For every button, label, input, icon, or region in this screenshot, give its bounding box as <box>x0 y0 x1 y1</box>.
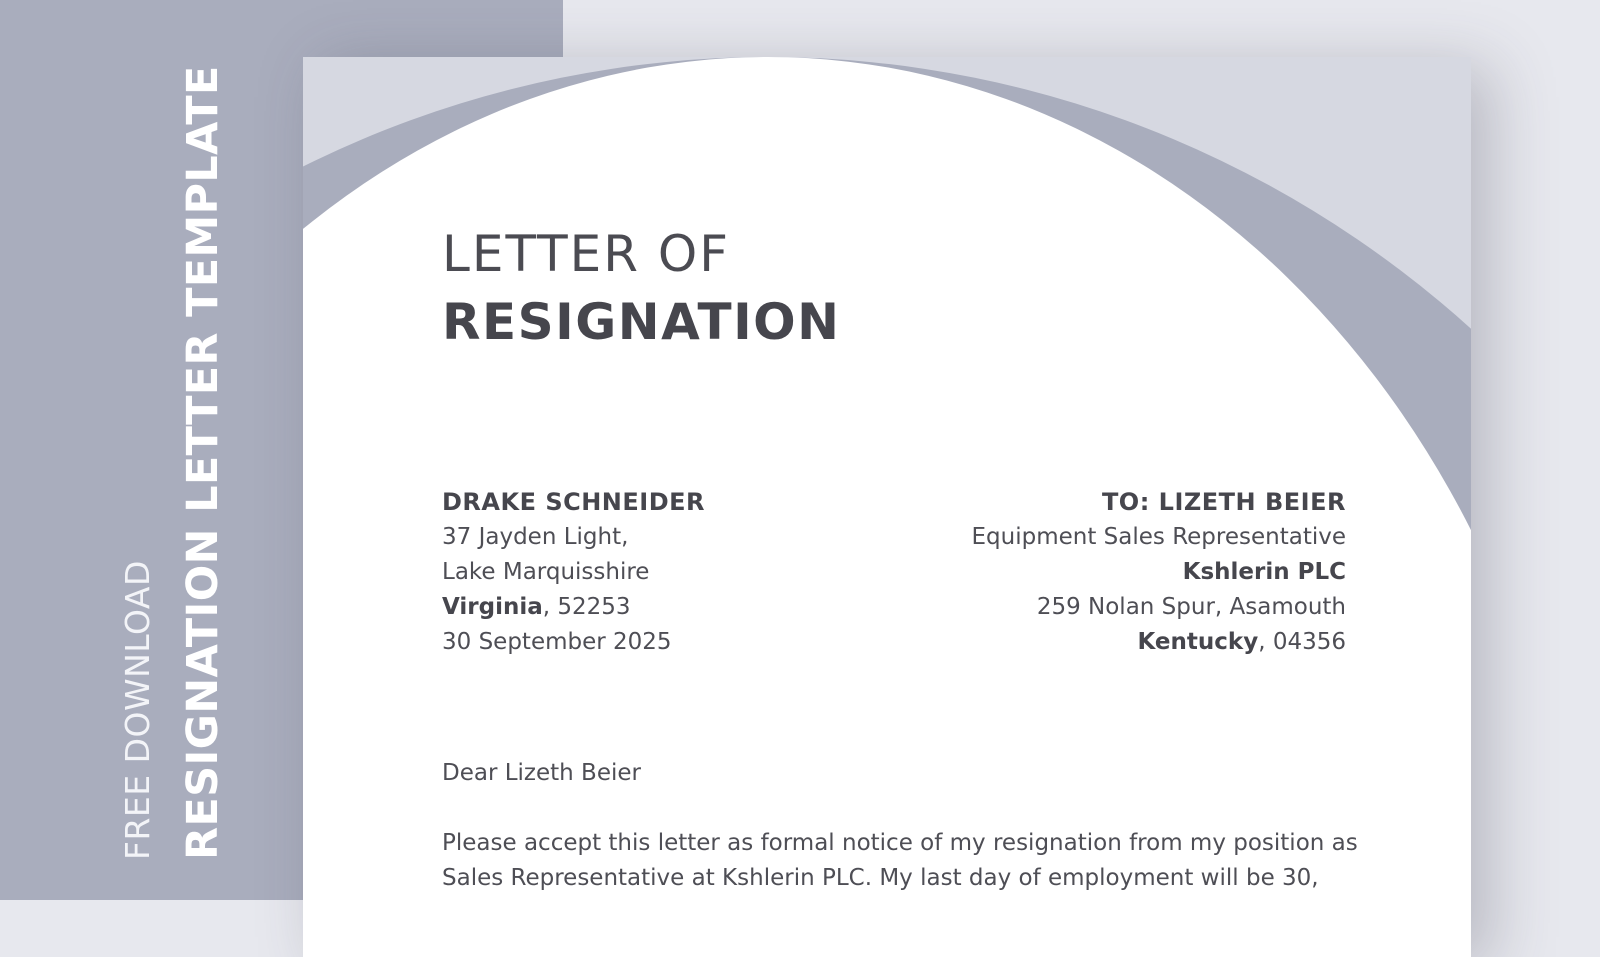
sender-zip: , 52253 <box>542 594 631 620</box>
letter-content <box>303 57 1471 957</box>
recipient-position: Equipment Sales Representative <box>971 524 1346 550</box>
recipient-name: TO: LIZETH BEIER <box>1101 488 1346 516</box>
letter-title-line1: LETTER OF <box>442 225 730 283</box>
sender-state: Virginia <box>442 594 543 620</box>
sender-date: 30 September 2025 <box>442 629 672 655</box>
banner-subtitle: FREE DOWNLOAD <box>118 560 157 860</box>
recipient-state: Kentucky <box>1137 629 1259 655</box>
sender-address-line1: 37 Jayden Light, <box>442 524 629 550</box>
banner-title: RESIGNATION LETTER TEMPLATE <box>178 65 228 860</box>
body-line: Please accept this letter as formal notice of my resignation from my position as <box>442 830 1358 856</box>
recipient-block <box>786 485 1346 660</box>
sender-address-line2: Lake Marquisshire <box>442 559 650 585</box>
body-line: Sales Representative at Kshlerin PLC. My last day of employment will be 30, <box>442 865 1319 891</box>
sender-name: DRAKE SCHNEIDER <box>442 488 706 516</box>
letter-body <box>442 826 1358 896</box>
letter-title-line2: RESIGNATION <box>442 293 841 351</box>
recipient-state-zip <box>786 625 1346 660</box>
recipient-address-line1: 259 Nolan Spur, Asamouth <box>1036 594 1346 620</box>
recipient-zip: , 04356 <box>1258 629 1346 655</box>
recipient-company: Kshlerin PLC <box>1182 559 1346 585</box>
letter-page <box>303 57 1471 957</box>
salutation: Dear Lizeth Beier <box>442 760 641 786</box>
